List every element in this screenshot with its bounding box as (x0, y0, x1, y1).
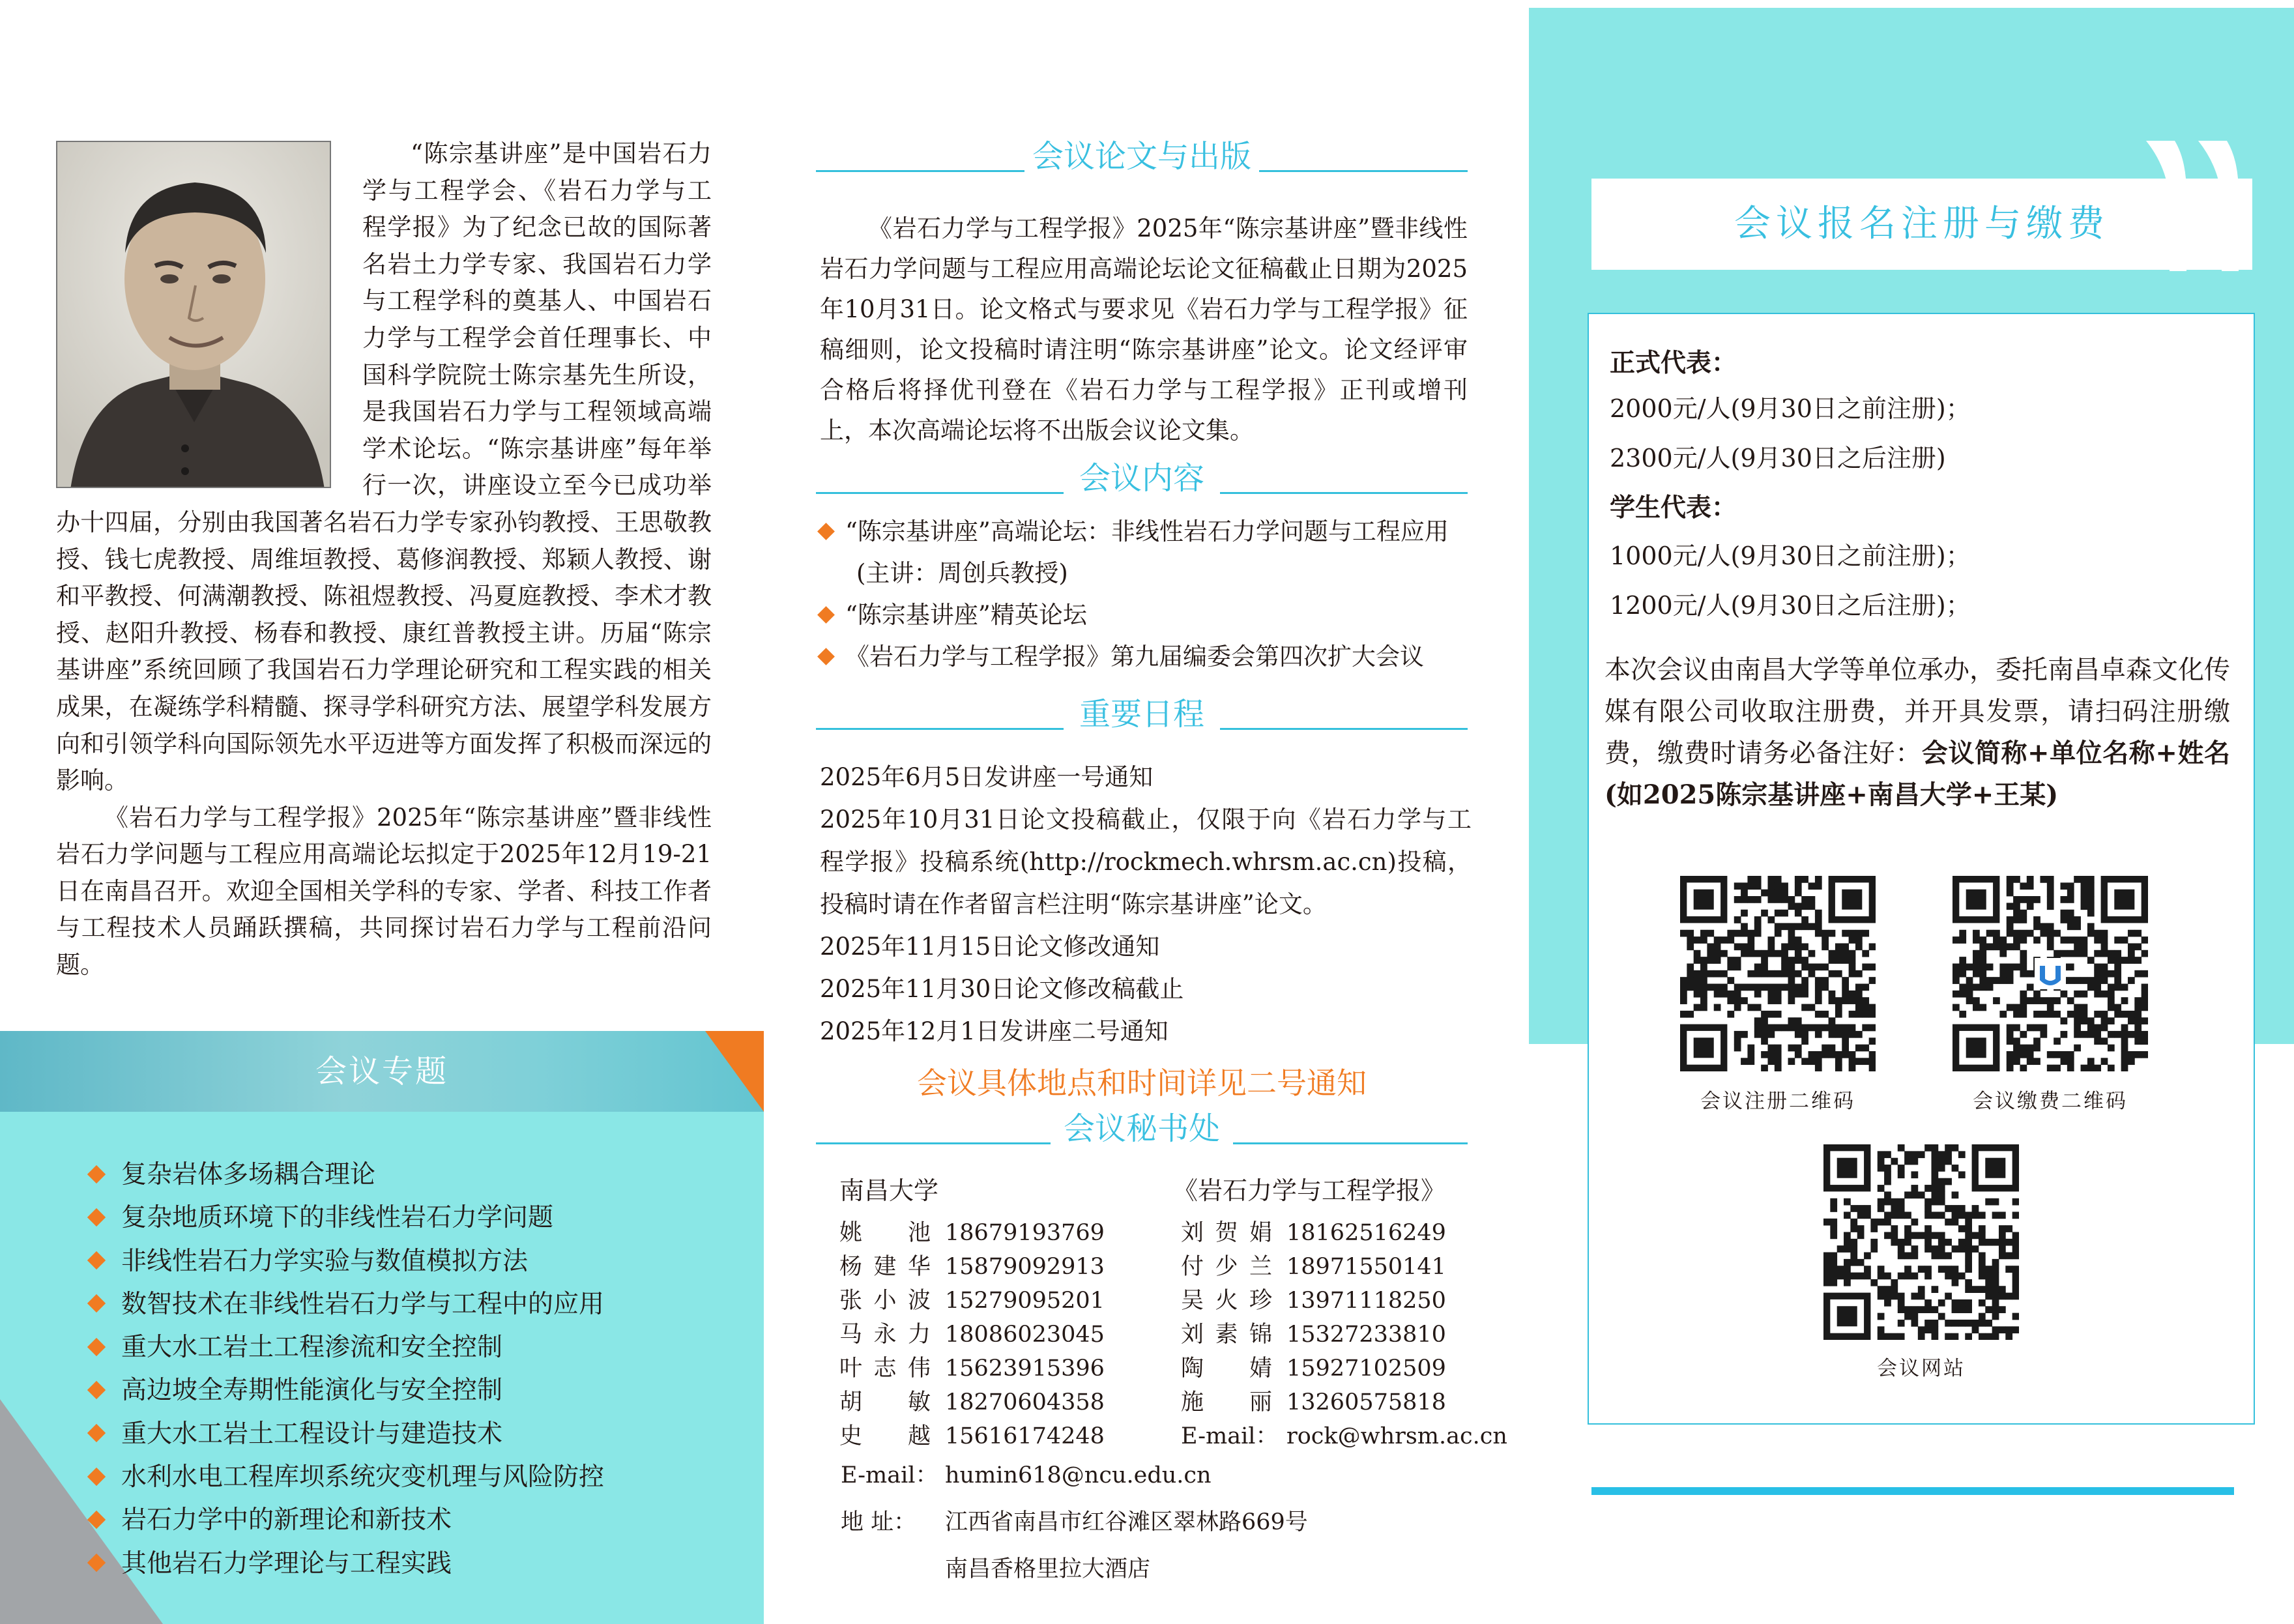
payment-qr-code[interactable] (1953, 876, 2148, 1071)
email-row: E-mail： humin618@ncu.edu.cn (841, 1462, 1212, 1488)
fee-line: 2000元/人(9月30日之前注册)； (1610, 394, 1971, 423)
secretariat-title: 会议秘书处 (1063, 1110, 1220, 1147)
intro-text (56, 136, 712, 984)
contact-row: 史越 15616174248 (839, 1423, 1105, 1449)
contact-row: 陶婧 15927102509 (1181, 1356, 1446, 1382)
contact-row: 杨建华 15879092913 (839, 1254, 1105, 1280)
diamond-bullet-icon (87, 1424, 106, 1442)
schedule-item: 2025年11月15日论文修改通知 (820, 933, 1160, 961)
venue-notice: 会议具体地点和时间详见二号通知 (917, 1066, 1367, 1101)
secretariat-heading (816, 1110, 1468, 1150)
topic-item: 重大水工岩土工程渗流和安全控制 (90, 1326, 604, 1369)
right-org-title: 《岩石力学与工程学报》 (1173, 1176, 1446, 1205)
payment-qr-caption: 会议缴费二维码 (1973, 1090, 2128, 1113)
papers-heading (816, 138, 1468, 177)
portrait-space (56, 136, 362, 493)
content-item: “陈宗基讲座”高端论坛：非线性岩石力学问题与工程应用 (820, 511, 1449, 553)
topic-item: 复杂岩体多场耦合理论 (90, 1153, 604, 1196)
website-qr-caption: 会议网站 (1877, 1357, 1966, 1380)
diamond-bullet-icon (817, 606, 835, 624)
contact-row: 施丽 13260575818 (1181, 1389, 1446, 1415)
diamond-bullet-icon (87, 1251, 106, 1269)
content-item: “陈宗基讲座”精英论坛 (820, 594, 1449, 636)
schedule-item: 2025年10月31日论文投稿截止，仅限于向《岩石力学与工程学报》投稿系统(http://rockmech.whrsm.ac.cn)投稿，投稿时请在作者留言栏注明“陈宗基讲座”论文。 (820, 805, 1472, 918)
content-item: 《岩石力学与工程学报》第九届编委会第四次扩大会议 (820, 636, 1449, 678)
topic-item: 水利水电工程库坝系统灾变机理与风险防控 (90, 1456, 604, 1499)
content-heading (816, 460, 1468, 499)
right-contacts (1181, 1216, 1507, 1453)
fee-line: 2300元/人(9月30日之后注册) (1610, 444, 1946, 472)
contact-row (1181, 1419, 1507, 1453)
payment-remark-format: 会议简称+单位名称+姓名(如2025陈宗基讲座+南昌大学+王某) (1604, 738, 2231, 810)
diamond-bullet-icon (87, 1338, 106, 1356)
secretariat-extra (841, 1452, 1308, 1593)
contact-row: 叶志伟 15623915396 (839, 1356, 1105, 1382)
email-link[interactable]: rock@whrsm.ac.cn (1286, 1423, 1507, 1449)
contact-row: 刘贺娟 18162516249 (1181, 1220, 1446, 1246)
email-link[interactable]: humin618@ncu.edu.cn (945, 1462, 1212, 1488)
address-row-2: 南昌香格里拉大酒店 (945, 1556, 1151, 1582)
email-label: E-mail： (1181, 1423, 1279, 1449)
contact-row: 付少兰 18971550141 (1181, 1254, 1446, 1280)
payment-note: 本次会议由南昌大学等单位承办，委托南昌卓森文化传媒有限公司收取注册费，并开具发票，请扫码注册缴费，缴费时请务必备注好：会议简称+单位名称+姓名(如2025陈宗基讲座+南昌大学+王某) (1604, 655, 2231, 810)
topics-title: 会议专题 (315, 1053, 448, 1090)
fee-line: 1200元/人(9月30日之后注册)； (1610, 591, 1971, 620)
diamond-bullet-icon (817, 523, 835, 540)
website-qr-code[interactable] (1823, 1144, 2019, 1340)
contact-row: 刘素锦 15327233810 (1181, 1322, 1446, 1348)
diamond-bullet-icon (87, 1208, 106, 1226)
content-item-subline: (主讲：周创兵教授) (856, 559, 1068, 587)
topic-item: 岩石力学中的新理论和新技术 (90, 1499, 604, 1542)
contact-row: 姚池 18679193769 (839, 1220, 1105, 1246)
left-contacts (839, 1216, 1105, 1453)
topic-item: 重大水工岩土工程设计与建造技术 (90, 1413, 604, 1456)
topics-list (90, 1153, 604, 1586)
contact-row: 吴火珍 13971118250 (1181, 1288, 1446, 1314)
student-delegate-label: 学生代表： (1610, 493, 1737, 523)
content-list (820, 511, 1449, 678)
contact-row: 张小波 15279095201 (839, 1288, 1105, 1314)
address-row: 地 址： 江西省南昌市红谷滩区翠林路669号 (841, 1509, 1308, 1535)
left-org-title: 南昌大学 (839, 1176, 939, 1205)
papers-text: 《岩石力学与工程学报》2025年“陈宗基讲座”暨非线性岩石力学问题与工程应用高端论坛论文征稿截止日期为2025年10月31日。论文格式与要求见《岩石力学与工程学报》征稿细则，论文投稿时请注明“陈宗基讲座”论文。论文经评审合格后将择优刊登在《岩石力学与工程学报》正刊或增刊上，本次高端论坛将不出版会议论文集。 (820, 214, 1468, 444)
formal-delegate-label: 正式代表： (1610, 349, 1737, 378)
topic-item: 复杂地质环境下的非线性岩石力学问题 (90, 1196, 604, 1240)
topic-item: 高边坡全寿期性能演化与安全控制 (90, 1369, 604, 1412)
diamond-bullet-icon (817, 648, 835, 665)
topic-item: 其他岩石力学理论与工程实践 (90, 1543, 604, 1586)
diamond-bullet-icon (87, 1381, 106, 1399)
register-qr-code[interactable] (1680, 876, 1876, 1071)
schedule-title: 重要日程 (1079, 696, 1204, 732)
schedule-item: 2025年12月1日发讲座二号通知 (820, 1017, 1169, 1045)
schedule-item: 2025年11月30日论文修改稿截止 (820, 975, 1184, 1003)
diamond-bullet-icon (87, 1554, 106, 1572)
diamond-bullet-icon (87, 1165, 106, 1183)
schedule-list (820, 756, 1472, 1052)
diamond-bullet-icon (87, 1294, 106, 1312)
topic-item: 数智技术在非线性岩石力学与工程中的应用 (90, 1283, 604, 1326)
fee-line: 1000元/人(9月30日之前注册)； (1610, 542, 1971, 570)
schedule-heading (816, 696, 1468, 735)
contact-row: 马永力 18086023045 (839, 1322, 1105, 1348)
schedule-item: 2025年6月5日发讲座一号通知 (820, 763, 1154, 791)
content-title: 会议内容 (1079, 460, 1204, 497)
contact-row: 胡敏 18270604358 (839, 1389, 1105, 1415)
intro-paragraph-1: “陈宗基讲座”是中国岩石力学与工程学会、《岩石力学与工程学报》为了纪念已故的国际著名岩土力学专家、我国岩石力学与工程学科的奠基人、中国岩石力学与工程学会首任理事长、中国科学院院士陈宗基先生所设，是我国岩石力学与工程领域高端学术论坛。“陈宗基讲座”每年举行一次，讲座设立至今已成功举办十四届，分别由我国著名岩石力学专家孙钧教授、王思敬教授、钱七虎教授、周维垣教授、葛修润教授、郑颖人教授、谢和平教授、何满潮教授、陈祖煜教授、冯夏庭教授、李术才教授、赵阳升教授、杨春和教授、康红普教授主讲。历届“陈宗基讲座”系统回顾了我国岩石力学理论研究和工程实践的相关成果，在凝练学科精髓、探寻学科研究方法、展望学科发展方向和引领学科向国际领先水平迈进等方面发挥了积极而深远的影响。 (56, 139, 712, 795)
papers-section (820, 209, 1468, 451)
diamond-bullet-icon (87, 1511, 106, 1529)
topic-item: 非线性岩石力学实验与数值模拟方法 (90, 1240, 604, 1283)
register-qr-caption: 会议注册二维码 (1700, 1090, 1855, 1113)
registration-title: 会议报名注册与缴费 (1734, 203, 2110, 245)
bottom-accent-bar (1591, 1487, 2234, 1495)
diamond-bullet-icon (87, 1467, 106, 1485)
intro-paragraph-2: 《岩石力学与工程学报》2025年“陈宗基讲座”暨非线性岩石力学问题与工程应用高端论坛拟定于2025年12月19-21日在南昌召开。欢迎全国相关学科的专家、学者、科技工作者与工程技术人员踊跃撰稿，共同探讨岩石力学与工程前沿问题。 (56, 803, 712, 979)
papers-title: 会议论文与出版 (1032, 138, 1251, 175)
